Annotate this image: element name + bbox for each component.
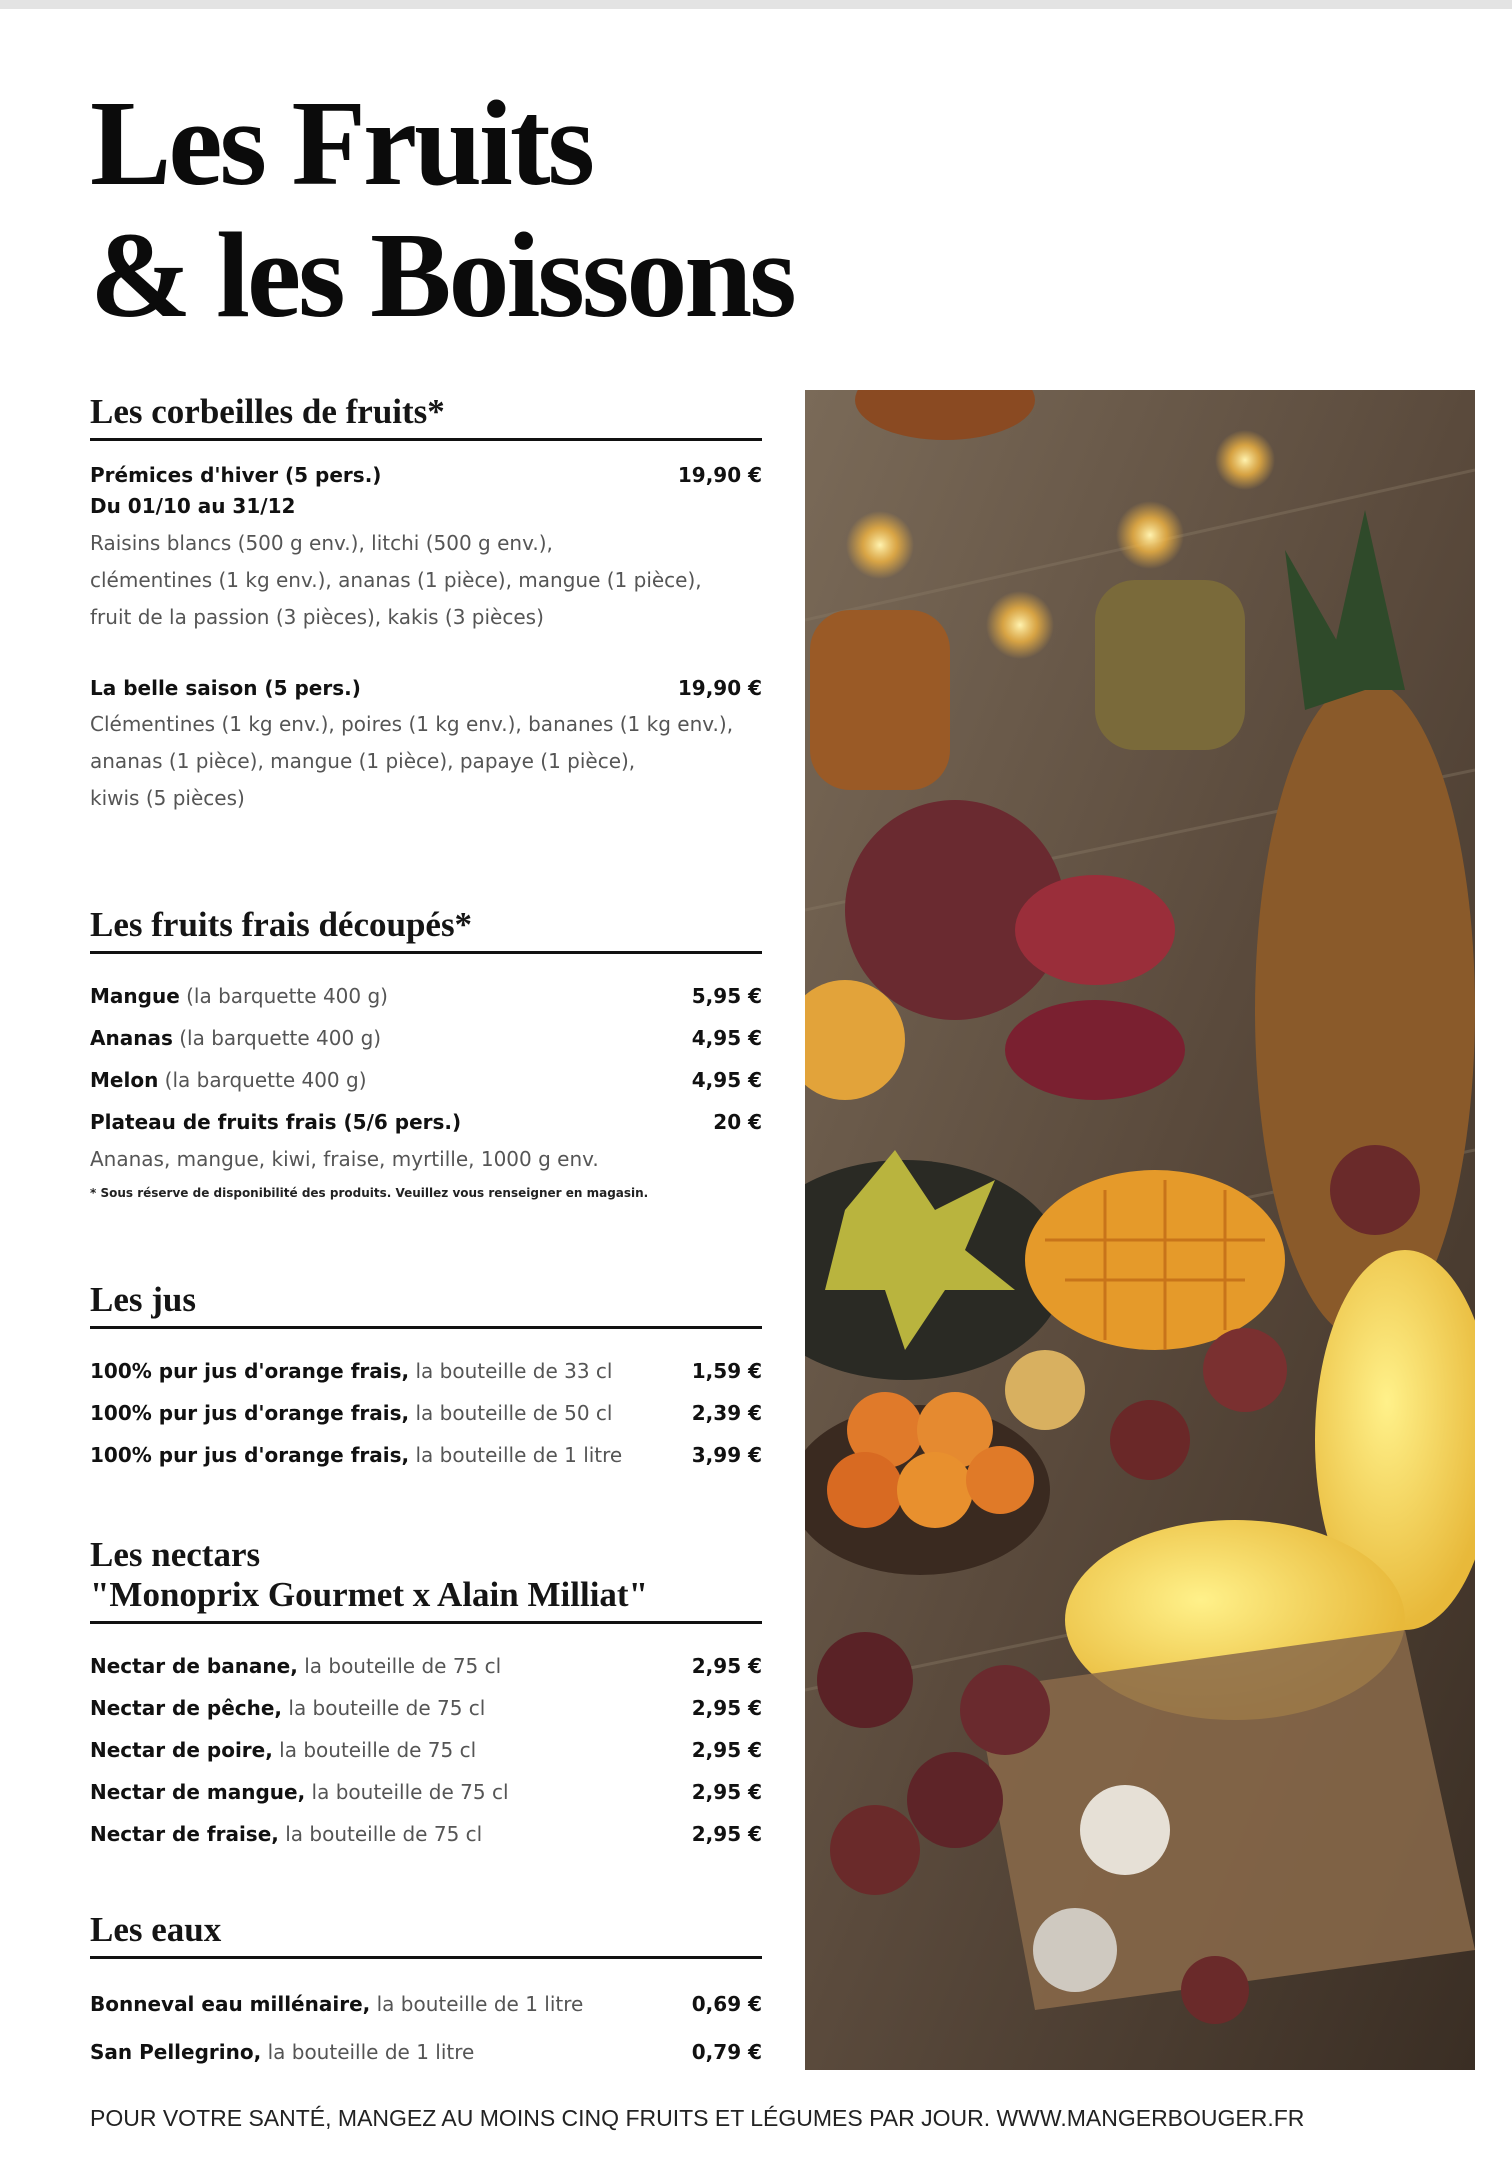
item-price: 2,95 € — [691, 1738, 762, 1762]
item-price: 0,79 € — [691, 2040, 762, 2064]
item-name: Mangue — [90, 984, 180, 1008]
item-row — [90, 1060, 762, 1102]
section-jus — [90, 1280, 762, 1477]
menu-item — [90, 463, 762, 636]
heading-line-1: Les nectars — [90, 1535, 261, 1574]
item-name: Plateau de fruits frais (5/6 pers.) — [90, 1110, 462, 1134]
desc-line: kiwis (5 pièces) — [90, 786, 245, 810]
item-row — [90, 1646, 762, 1688]
section-heading: Les fruits frais découpés* — [90, 905, 762, 954]
fairy-light — [986, 591, 1054, 659]
heading-line-2: "Monoprix Gourmet x Alain Milliat" — [90, 1575, 649, 1614]
item-price: 4,95 € — [691, 1068, 762, 1092]
item-price: 3,99 € — [691, 1443, 762, 1467]
item-name: Ananas — [90, 1026, 173, 1050]
item-row — [90, 676, 762, 700]
desc-line: Clémentines (1 kg env.), poires (1 kg env.), bananes (1 kg env.), — [90, 712, 734, 736]
item-name: Melon — [90, 1068, 159, 1092]
item-price: 5,95 € — [691, 984, 762, 1008]
item-detail: la bouteille de 75 cl — [282, 1696, 486, 1720]
fruit-photo — [805, 390, 1475, 2070]
section-decoupes — [90, 905, 762, 1200]
fairy-light — [846, 511, 914, 579]
lychee — [1203, 1328, 1287, 1412]
page-title-line-1: Les Fruits — [90, 76, 593, 211]
item-detail: la bouteille de 1 litre — [409, 1443, 623, 1467]
item-price: 2,39 € — [691, 1401, 762, 1425]
mango-cut — [1025, 1170, 1285, 1350]
item-name: Prémices d'hiver (5 pers.) — [90, 463, 382, 487]
item-detail: la bouteille de 33 cl — [409, 1359, 613, 1383]
desc-line: fruit de la passion (3 pièces), kakis (3 pièces) — [90, 605, 544, 629]
section-heading — [90, 1535, 762, 1624]
item-detail: (la barquette 400 g) — [179, 984, 388, 1008]
top-edge — [0, 0, 1512, 9]
menu-item — [90, 676, 762, 817]
lychee — [817, 1632, 913, 1728]
item-detail: (la barquette 400 g) — [172, 1026, 382, 1050]
item-row — [90, 1018, 762, 1060]
peeled-lychee — [1080, 1785, 1170, 1875]
desc-line: ananas (1 pièce), mangue (1 pièce), papaye (1 pièce), — [90, 749, 636, 773]
item-name: Nectar de fraise, — [90, 1822, 279, 1846]
item-price: 20 € — [713, 1110, 762, 1134]
health-footer: POUR VOTRE SANTÉ, MANGEZ AU MOINS CINQ FRUITS ET LÉGUMES PAR JOUR. WWW.MANGERBOUGER.FR — [90, 2105, 1305, 2131]
item-name: Nectar de mangue, — [90, 1780, 306, 1804]
section-heading: Les corbeilles de fruits* — [90, 392, 762, 441]
item-row — [90, 1772, 762, 1814]
fairy-light — [1215, 430, 1275, 490]
plateau-description: Ananas, mangue, kiwi, fraise, myrtille, 1000 g env. — [90, 1147, 599, 1171]
item-detail: la bouteille de 75 cl — [278, 1822, 483, 1846]
item-row — [90, 1351, 762, 1393]
item-description — [90, 706, 762, 817]
page-title-line-2: & les Boissons — [90, 208, 794, 343]
availability-note: * Sous réserve de disponibilité des produits. Veuillez vous renseigner en magasin. — [90, 1186, 649, 1200]
item-price: 1,59 € — [691, 1359, 762, 1383]
item-price: 19,90 € — [677, 676, 762, 700]
item-row — [90, 2029, 762, 2077]
item-description — [90, 525, 762, 636]
item-detail: (la barquette 400 g) — [158, 1068, 367, 1092]
lychee — [907, 1752, 1003, 1848]
candle-holder — [810, 610, 950, 790]
lychee — [960, 1665, 1050, 1755]
desc-line: clémentines (1 kg env.), ananas (1 pièce), mangue (1 pièce), — [90, 568, 702, 592]
item-row — [90, 1814, 762, 1856]
item-row — [90, 1730, 762, 1772]
item-detail: la bouteille de 1 litre — [261, 2040, 475, 2064]
item-name: Bonneval eau millénaire, — [90, 1992, 371, 2016]
item-row — [90, 976, 762, 1018]
item-price: 0,69 € — [691, 1992, 762, 2016]
item-price: 4,95 € — [691, 1026, 762, 1050]
lychee — [1110, 1400, 1190, 1480]
item-name: Nectar de poire, — [90, 1738, 273, 1762]
section-eaux — [90, 1910, 762, 2077]
item-detail: la bouteille de 75 cl — [305, 1780, 509, 1804]
section-heading: Les jus — [90, 1280, 762, 1329]
item-dates: Du 01/10 au 31/12 — [90, 494, 296, 518]
section-corbeilles — [90, 392, 762, 817]
item-price: 2,95 € — [691, 1654, 762, 1678]
fairy-light — [1116, 501, 1184, 569]
section-nectars — [90, 1535, 762, 1856]
lychee — [830, 1805, 920, 1895]
section-heading: Les eaux — [90, 1910, 762, 1959]
item-detail: la bouteille de 75 cl — [272, 1738, 477, 1762]
item-detail: la bouteille de 75 cl — [297, 1654, 502, 1678]
item-row — [90, 1102, 762, 1144]
lychee — [1330, 1145, 1420, 1235]
item-name: Nectar de banane, — [90, 1654, 298, 1678]
candle-holder — [1095, 580, 1245, 750]
item-row — [90, 1393, 762, 1435]
item-row — [90, 1688, 762, 1730]
item-row — [90, 1435, 762, 1477]
item-name: 100% pur jus d'orange frais, — [90, 1443, 410, 1467]
item-price: 2,95 € — [691, 1696, 762, 1720]
page-title — [90, 78, 794, 342]
item-row — [90, 463, 762, 487]
item-price: 19,90 € — [677, 463, 762, 487]
pineapple-whole — [1255, 680, 1475, 1340]
item-price: 2,95 € — [691, 1822, 762, 1846]
desc-line: Raisins blancs (500 g env.), litchi (500 g env.), — [90, 531, 553, 555]
item-name: Nectar de pêche, — [90, 1696, 283, 1720]
item-name: 100% pur jus d'orange frais, — [90, 1401, 410, 1425]
item-detail: la bouteille de 1 litre — [370, 1992, 584, 2016]
item-name: San Pellegrino, — [90, 2040, 262, 2064]
item-name: La belle saison (5 pers.) — [90, 676, 361, 700]
item-price: 2,95 € — [691, 1780, 762, 1804]
item-name: 100% pur jus d'orange frais, — [90, 1359, 410, 1383]
item-row — [90, 1981, 762, 2029]
item-detail: la bouteille de 50 cl — [409, 1401, 613, 1425]
